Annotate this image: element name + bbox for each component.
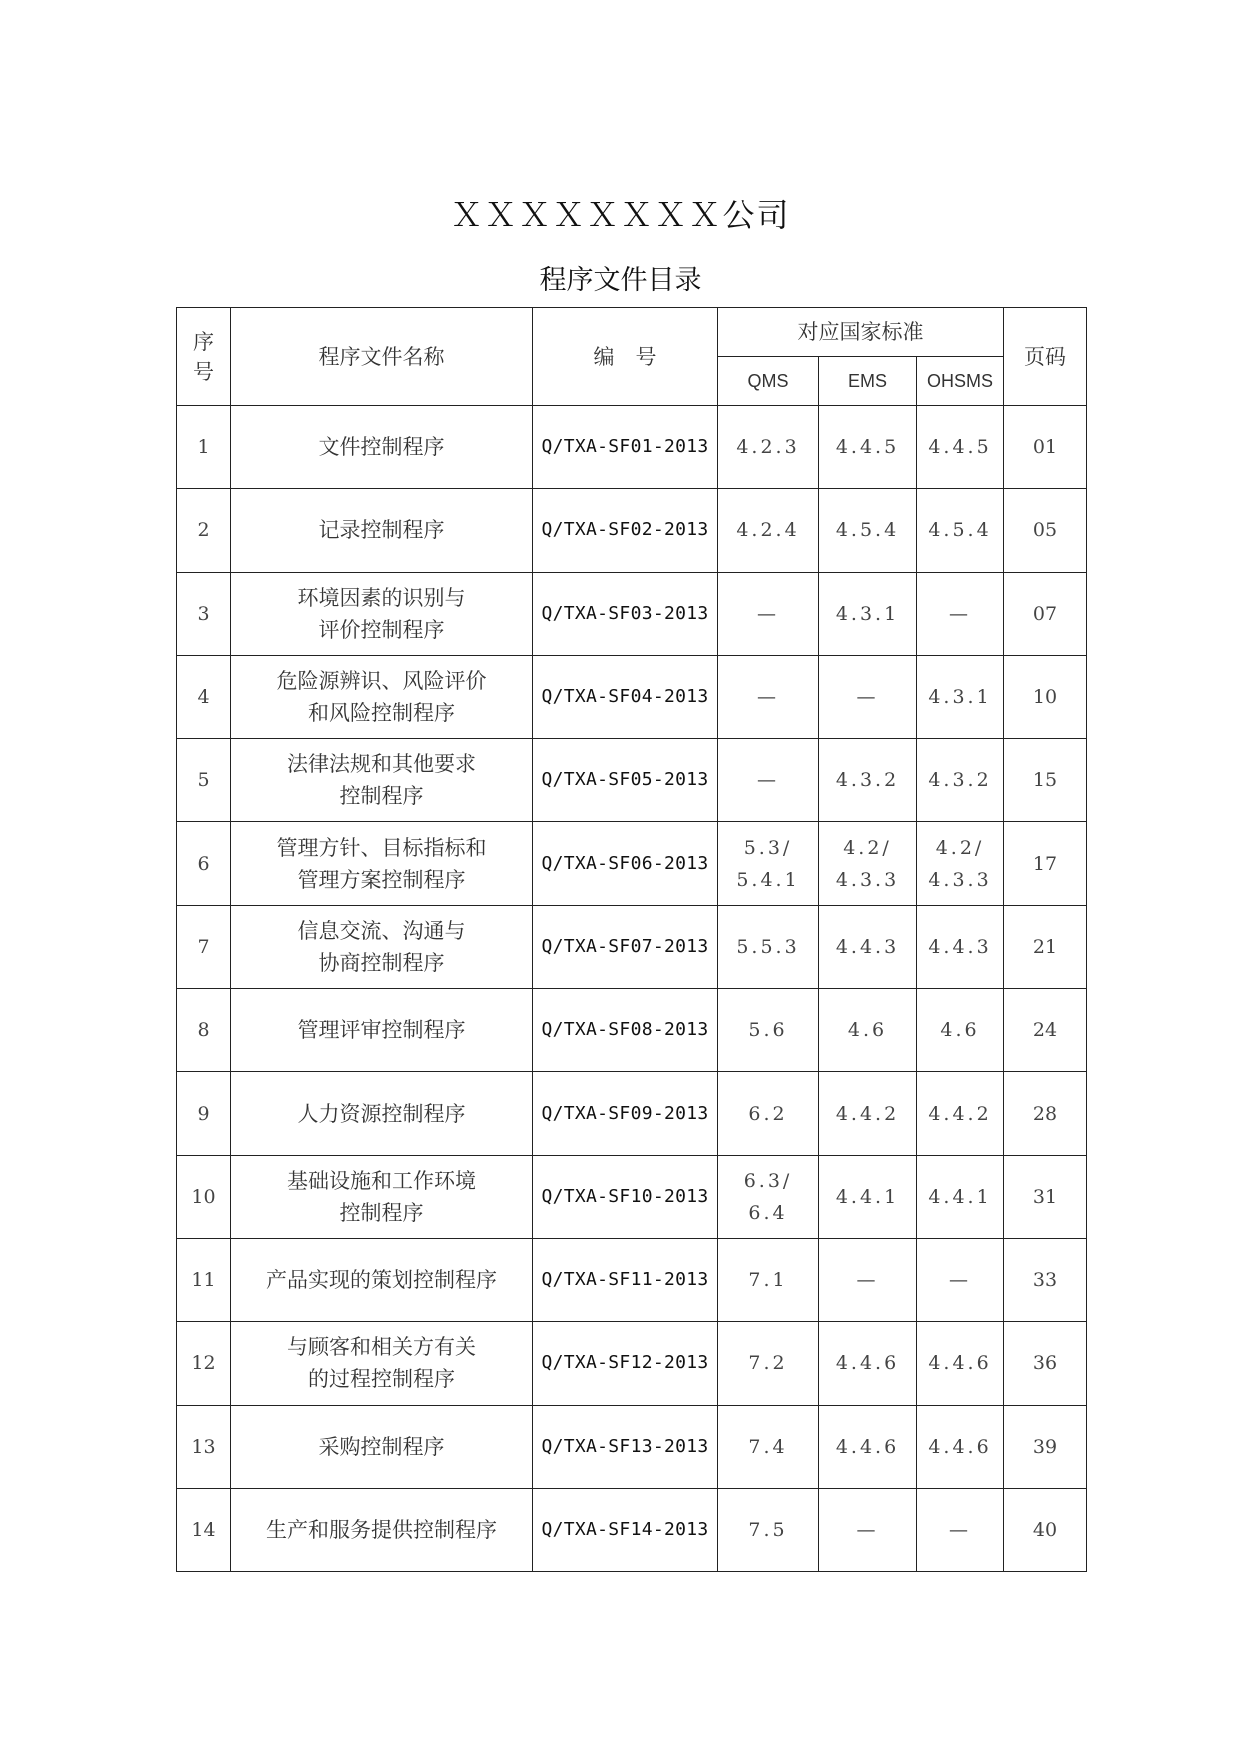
table-row: [177, 1322, 1087, 1405]
row-ohsms-clause: [917, 1488, 1004, 1571]
row-ohsms-clause: [917, 406, 1004, 489]
row-procedure-name-line: 危险源辨识、风险评价: [276, 669, 487, 694]
row-ems-clause-line: 4.4.6: [835, 1435, 900, 1458]
row-index: 6: [177, 822, 231, 905]
row-procedure-name: [231, 572, 533, 655]
row-page-number: 36: [1004, 1322, 1087, 1405]
row-qms-clause: [718, 655, 819, 738]
row-ems-clause: [819, 1155, 917, 1238]
header-index-line-2: 号: [193, 359, 214, 384]
header-code: 编 号: [533, 308, 718, 406]
row-document-code: Q/TXA-SF04-2013: [533, 655, 718, 738]
row-procedure-name: [231, 406, 533, 489]
row-page-number: 33: [1004, 1238, 1087, 1321]
header-procedure-name: 程序文件名称: [231, 308, 533, 406]
row-ohsms-clause-line: —: [949, 1519, 971, 1541]
row-ohsms-clause-line: 4.3.2: [928, 769, 992, 792]
row-ohsms-clause-line: 4.4.3: [928, 935, 992, 958]
row-ems-clause: [819, 572, 917, 655]
row-qms-clause-line: —: [757, 769, 779, 792]
row-procedure-name-line: 管理评审控制程序: [297, 1018, 466, 1043]
row-ems-clause: [819, 1072, 917, 1155]
header-qms: QMS: [718, 357, 819, 406]
row-document-code: Q/TXA-SF03-2013: [533, 572, 718, 655]
row-ohsms-clause-line: 4.4.2: [928, 1102, 992, 1125]
row-index: 7: [177, 905, 231, 988]
row-page-number: 15: [1004, 739, 1087, 822]
row-qms-clause: [718, 739, 819, 822]
row-qms-clause-line: 4.2.4: [736, 519, 800, 542]
row-ohsms-clause: [917, 1072, 1004, 1155]
row-page-number: 21: [1004, 905, 1087, 988]
row-index: 14: [177, 1488, 231, 1571]
row-procedure-name: [231, 1155, 533, 1238]
table-row: [177, 822, 1087, 905]
row-procedure-name-line: 生产和服务提供控制程序: [266, 1518, 497, 1542]
document-title: 程序文件目录: [539, 265, 702, 296]
row-ems-clause-line: 4.4.5: [835, 436, 900, 459]
row-ems-clause: [819, 655, 917, 738]
header-row-top: [177, 308, 1087, 357]
row-index: 13: [177, 1405, 231, 1488]
row-ohsms-clause: [917, 1155, 1004, 1238]
row-qms-clause: [718, 1072, 819, 1155]
row-procedure-name-line: 评价控制程序: [318, 617, 445, 642]
row-ohsms-clause: [917, 905, 1004, 988]
header-page: 页码: [1004, 308, 1087, 406]
header-index: [177, 308, 231, 406]
row-ems-clause-line: 4.3.2: [835, 769, 900, 792]
row-page-number: 40: [1004, 1488, 1087, 1571]
row-ems-clause: [819, 1488, 917, 1571]
row-procedure-name-line: 采购控制程序: [318, 1434, 445, 1459]
row-procedure-name-line: 人力资源控制程序: [297, 1101, 466, 1126]
row-qms-clause: [718, 572, 819, 655]
header-ems: EMS: [819, 357, 917, 406]
row-page-number: 01: [1004, 406, 1087, 489]
row-qms-clause-line: 5.5.3: [736, 935, 800, 958]
row-procedure-name: [231, 1238, 533, 1321]
header-national-standard: 对应国家标准: [718, 308, 1004, 357]
row-ems-clause: [819, 1238, 917, 1321]
row-ems-clause-line: 4.2/: [843, 836, 892, 859]
row-ohsms-clause: [917, 572, 1004, 655]
row-qms-clause: [718, 406, 819, 489]
row-qms-clause-line: 5.6: [748, 1019, 788, 1042]
header-ohsms: OHSMS: [917, 357, 1004, 406]
row-qms-clause: [718, 822, 819, 905]
row-qms-clause-line: 6.3/: [743, 1169, 793, 1192]
row-document-code: Q/TXA-SF05-2013: [533, 739, 718, 822]
row-page-number: 07: [1004, 572, 1087, 655]
row-qms-clause-line: 6.2: [748, 1102, 788, 1125]
row-document-code: Q/TXA-SF09-2013: [533, 1072, 718, 1155]
row-ems-clause: [819, 905, 917, 988]
row-qms-clause: [718, 905, 819, 988]
row-page-number: 17: [1004, 822, 1087, 905]
row-procedure-name: [231, 905, 533, 988]
row-procedure-name-line: 基础设施和工作环境: [287, 1168, 476, 1193]
row-index: 11: [177, 1238, 231, 1321]
row-ems-clause: [819, 1322, 917, 1405]
row-procedure-name-line: 文件控制程序: [318, 435, 445, 460]
row-index: 12: [177, 1322, 231, 1405]
row-ohsms-clause: [917, 489, 1004, 572]
table-row: [177, 1238, 1087, 1321]
row-ems-clause-line: —: [856, 686, 879, 709]
row-ohsms-clause: [917, 1405, 1004, 1488]
row-procedure-name-line: 环境因素的识别与: [297, 585, 466, 610]
row-procedure-name-line: 控制程序: [339, 1200, 424, 1225]
row-ohsms-clause-line: 4.6: [940, 1019, 980, 1042]
row-procedure-name: [231, 989, 533, 1072]
row-ems-clause: [819, 406, 917, 489]
row-ohsms-clause-line: 4.4.6: [928, 1435, 992, 1458]
row-document-code: Q/TXA-SF08-2013: [533, 989, 718, 1072]
row-procedure-name: [231, 822, 533, 905]
row-page-number: 10: [1004, 655, 1087, 738]
row-qms-clause: [718, 1155, 819, 1238]
row-index: 2: [177, 489, 231, 572]
procedure-index-table: [176, 307, 1087, 1572]
row-document-code: Q/TXA-SF10-2013: [533, 1155, 718, 1238]
row-index: 1: [177, 406, 231, 489]
row-procedure-name: [231, 1322, 533, 1405]
row-qms-clause-line: 7.4: [748, 1435, 788, 1458]
header-index-line-1: 序: [193, 329, 214, 354]
row-ohsms-clause-line: 4.4.6: [928, 1352, 992, 1375]
table-row: [177, 1405, 1087, 1488]
row-ems-clause-line: 4.5.4: [835, 519, 900, 542]
row-ohsms-clause: [917, 989, 1004, 1072]
row-procedure-name-line: 管理方针、目标指标和: [276, 835, 487, 860]
row-procedure-name: [231, 1488, 533, 1571]
row-ems-clause-line: —: [856, 1269, 879, 1292]
row-document-code: Q/TXA-SF14-2013: [533, 1488, 718, 1571]
row-ems-clause-line: 4.4.2: [835, 1102, 900, 1125]
row-qms-clause-line: 7.5: [748, 1519, 788, 1541]
row-qms-clause: [718, 1488, 819, 1571]
row-document-code: Q/TXA-SF06-2013: [533, 822, 718, 905]
row-ems-clause-line: 4.6: [847, 1019, 888, 1042]
row-procedure-name-line: 记录控制程序: [318, 518, 445, 543]
row-procedure-name: [231, 739, 533, 822]
row-procedure-name: [231, 489, 533, 572]
row-ohsms-clause: [917, 1238, 1004, 1321]
row-page-number: 05: [1004, 489, 1087, 572]
row-page-number: 31: [1004, 1155, 1087, 1238]
row-qms-clause: [718, 489, 819, 572]
row-qms-clause-line: 7.1: [748, 1269, 788, 1292]
row-index: 10: [177, 1155, 231, 1238]
row-procedure-name: [231, 655, 533, 738]
row-qms-clause-line: 7.2: [748, 1352, 788, 1375]
row-procedure-name-line: 管理方案控制程序: [297, 867, 466, 892]
row-index: 8: [177, 989, 231, 1072]
table-row: [177, 1155, 1087, 1238]
table-row: [177, 1488, 1087, 1571]
row-ohsms-clause-line: 4.5.4: [928, 519, 992, 542]
row-ohsms-clause-line: —: [949, 602, 971, 625]
row-page-number: 28: [1004, 1072, 1087, 1155]
table-row: [177, 572, 1087, 655]
row-ohsms-clause: [917, 739, 1004, 822]
row-ohsms-clause-line: 4.4.1: [928, 1185, 992, 1208]
row-ohsms-clause-line: —: [949, 1269, 971, 1292]
row-ems-clause: [819, 822, 917, 905]
table-row: [177, 905, 1087, 988]
row-qms-clause: [718, 989, 819, 1072]
row-ems-clause-line: 4.4.1: [835, 1185, 900, 1208]
row-ohsms-clause: [917, 1322, 1004, 1405]
row-procedure-name-line: 信息交流、沟通与: [297, 918, 466, 943]
table-row: [177, 406, 1087, 489]
row-ems-clause: [819, 989, 917, 1072]
row-index: 3: [177, 572, 231, 655]
row-ems-clause-line: 4.4.6: [835, 1352, 900, 1375]
row-document-code: Q/TXA-SF02-2013: [533, 489, 718, 572]
company-name: ＸＸＸＸＸＸＸＸ公司: [450, 196, 791, 234]
row-document-code: Q/TXA-SF12-2013: [533, 1322, 718, 1405]
row-qms-clause-line: 5.3/: [743, 836, 793, 859]
row-procedure-name-line: 法律法规和其他要求: [287, 752, 476, 777]
row-procedure-name-line: 的过程控制程序: [308, 1367, 455, 1392]
row-procedure-name: [231, 1072, 533, 1155]
row-ems-clause: [819, 489, 917, 572]
row-procedure-name: [231, 1405, 533, 1488]
row-page-number: 24: [1004, 989, 1087, 1072]
table-row: [177, 739, 1087, 822]
row-qms-clause-line: 5.4.1: [736, 868, 800, 891]
row-index: 4: [177, 655, 231, 738]
row-ohsms-clause-line: 4.3.1: [928, 686, 992, 709]
row-document-code: Q/TXA-SF01-2013: [533, 406, 718, 489]
row-ohsms-clause-line: 4.2/: [935, 836, 985, 859]
row-ems-clause-line: —: [856, 1519, 879, 1541]
row-qms-clause-line: 4.2.3: [736, 436, 800, 459]
row-procedure-name-line: 控制程序: [339, 784, 424, 809]
row-document-code: Q/TXA-SF11-2013: [533, 1238, 718, 1321]
row-document-code: Q/TXA-SF13-2013: [533, 1405, 718, 1488]
row-qms-clause-line: —: [757, 686, 779, 709]
row-qms-clause: [718, 1405, 819, 1488]
row-document-code: Q/TXA-SF07-2013: [533, 905, 718, 988]
row-page-number: 39: [1004, 1405, 1087, 1488]
row-ems-clause: [819, 1405, 917, 1488]
row-ems-clause: [819, 739, 917, 822]
row-procedure-name-line: 协商控制程序: [318, 950, 445, 975]
table-row: [177, 989, 1087, 1072]
row-ems-clause-line: 4.3.3: [835, 868, 900, 891]
row-index: 9: [177, 1072, 231, 1155]
row-ohsms-clause-line: 4.3.3: [928, 868, 992, 891]
row-ohsms-clause: [917, 655, 1004, 738]
table-row: [177, 489, 1087, 572]
row-qms-clause-line: 6.4: [748, 1201, 788, 1224]
row-qms-clause-line: —: [757, 602, 779, 625]
row-procedure-name-line: 产品实现的策划控制程序: [266, 1268, 497, 1293]
row-ohsms-clause: [917, 822, 1004, 905]
row-qms-clause: [718, 1322, 819, 1405]
row-index: 5: [177, 739, 231, 822]
row-qms-clause: [718, 1238, 819, 1321]
table-row: [177, 1072, 1087, 1155]
row-ems-clause-line: 4.4.3: [835, 935, 900, 958]
row-procedure-name-line: 和风险控制程序: [308, 701, 455, 726]
row-procedure-name-line: 与顾客和相关方有关: [287, 1335, 476, 1360]
table-row: [177, 655, 1087, 738]
row-ems-clause-line: 4.3.1: [835, 602, 900, 625]
row-ohsms-clause-line: 4.4.5: [928, 436, 992, 459]
